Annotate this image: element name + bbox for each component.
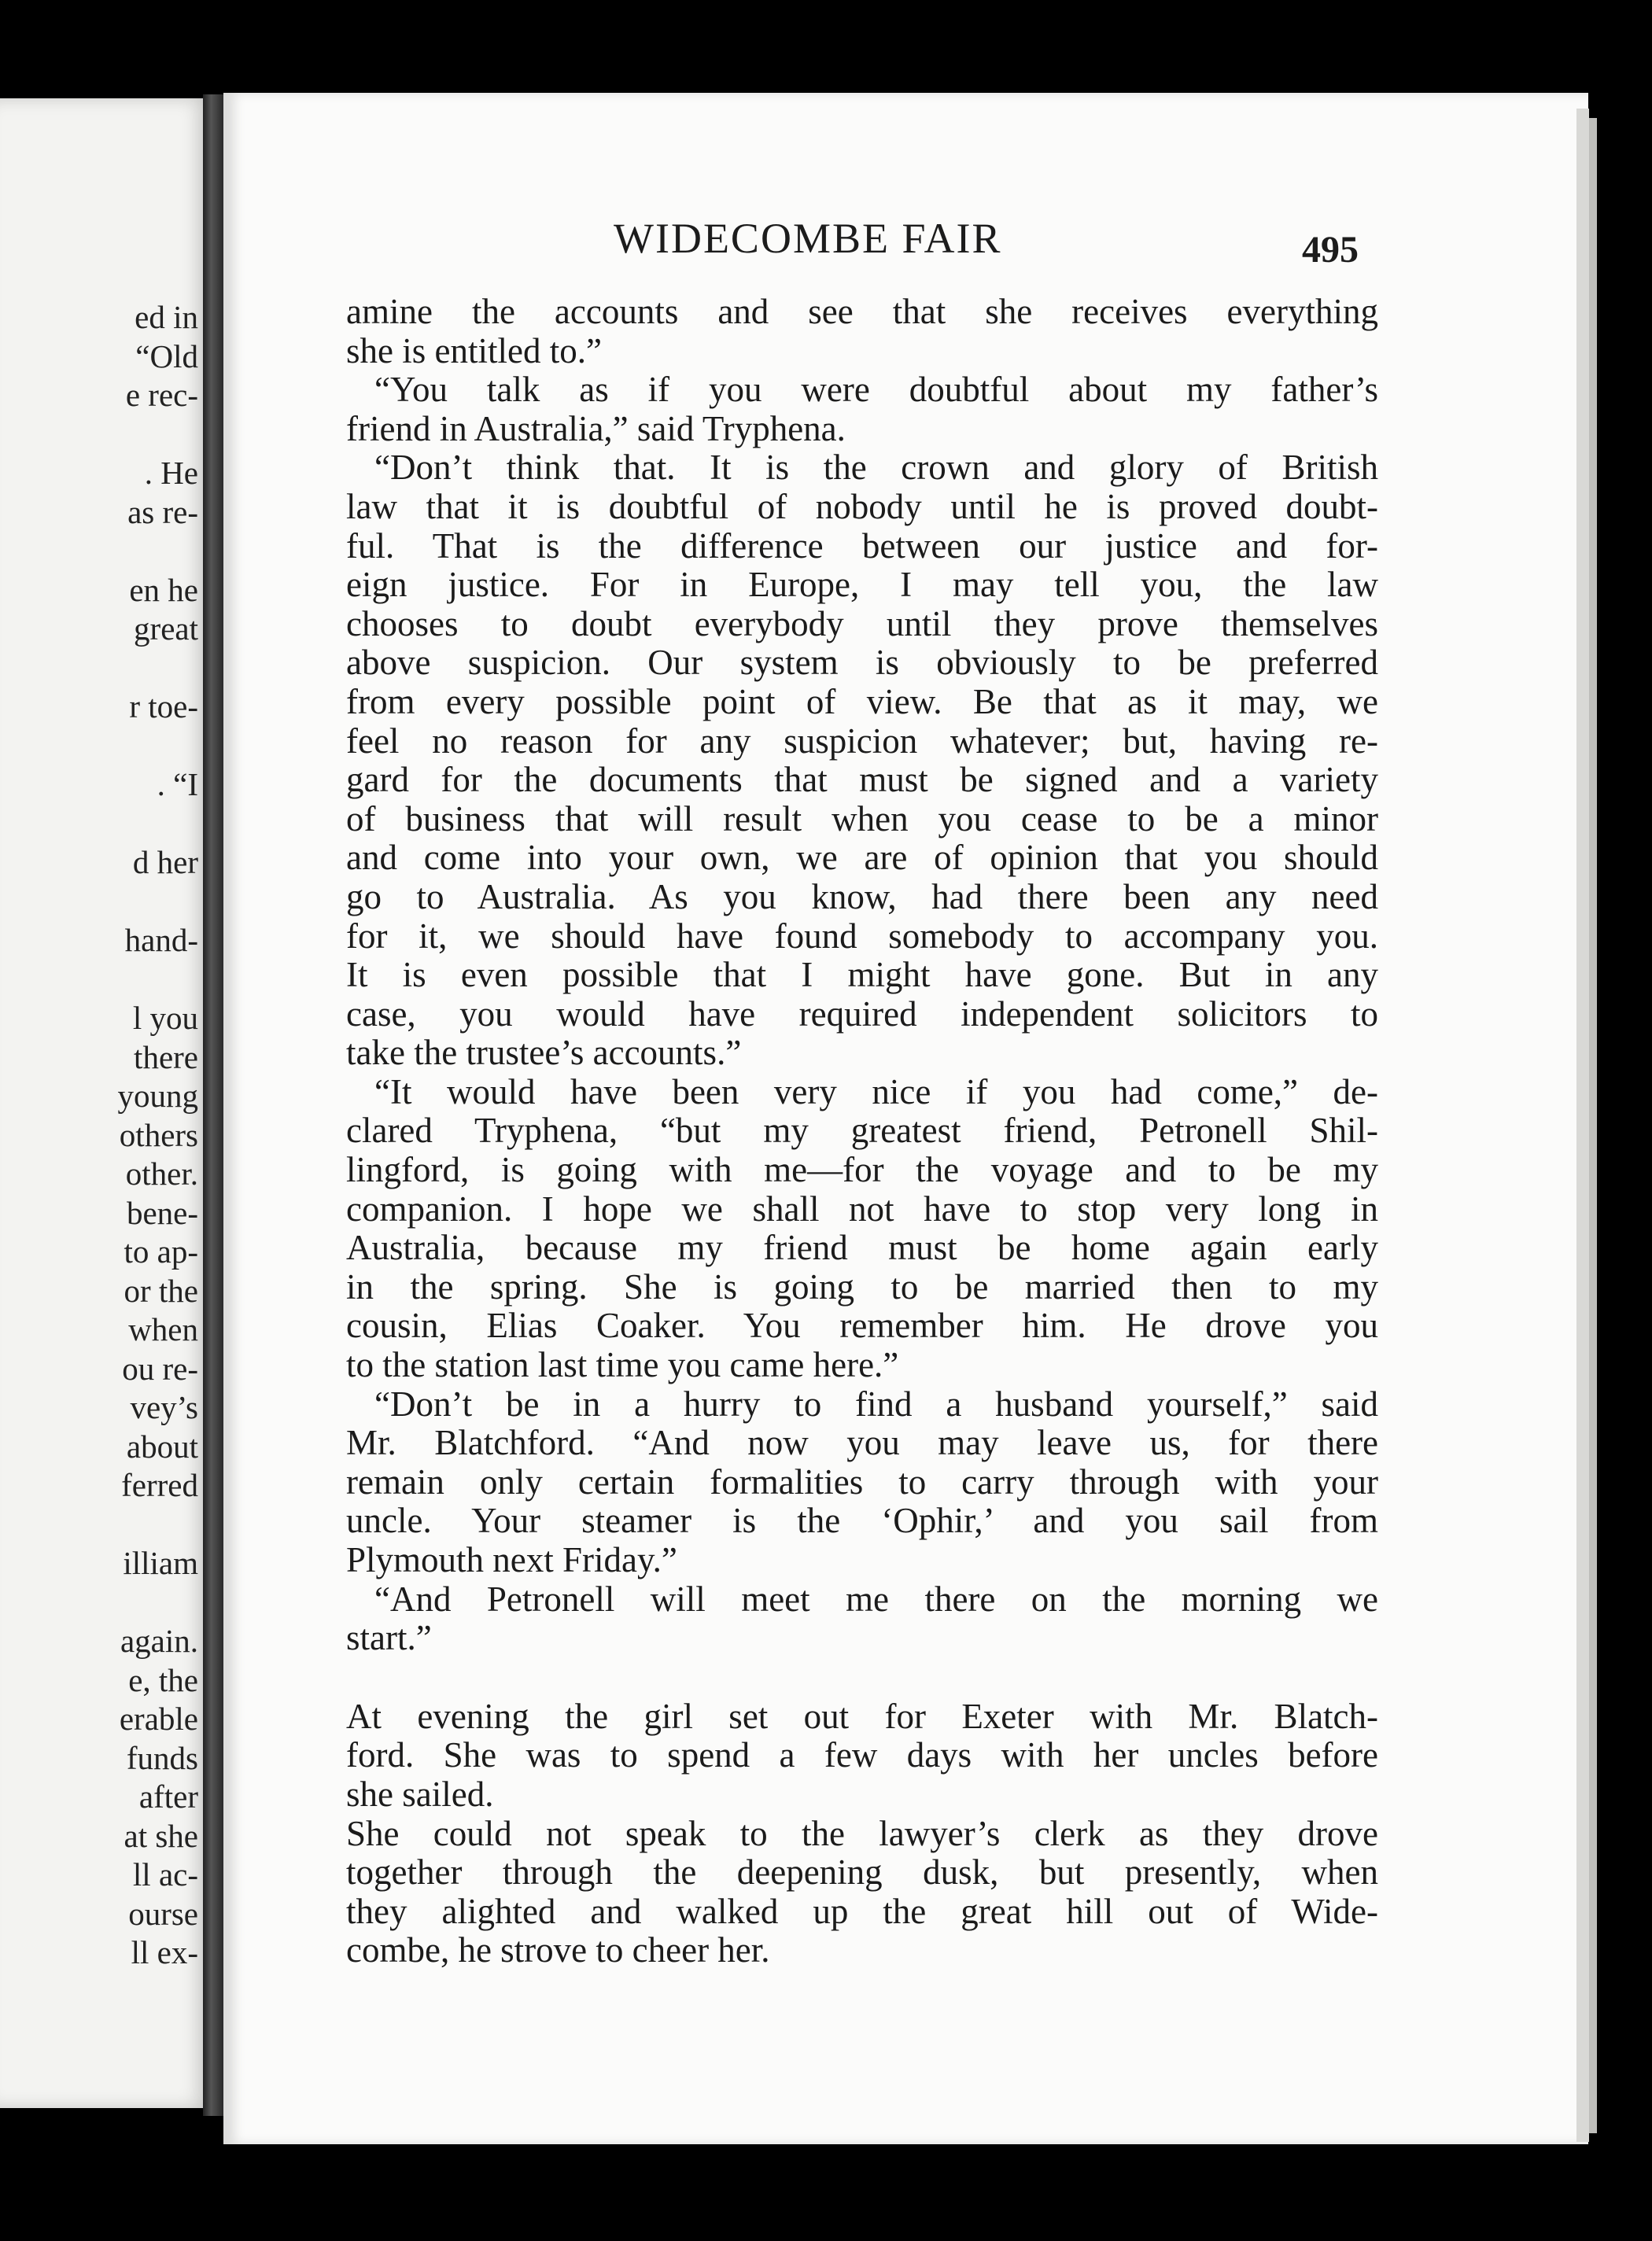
left-page-line: e, the bbox=[128, 1661, 198, 1698]
text-line: friend in Australia,” said Tryphena. bbox=[346, 408, 846, 448]
paragraph bbox=[346, 293, 1378, 370]
left-page-line: funds bbox=[126, 1739, 198, 1776]
text-line: ford. She was to spend a few days with her uncles before bbox=[346, 1735, 1378, 1775]
text-line: from every possible point of view. Be that as it may, we bbox=[346, 681, 1378, 721]
left-page-line: at she bbox=[124, 1817, 198, 1854]
left-page-line: when bbox=[128, 1311, 198, 1347]
left-page-line: e rec- bbox=[125, 377, 198, 413]
text-line: chooses to doubt everybody until they prove themselves bbox=[346, 603, 1378, 643]
paragraph bbox=[346, 1580, 1378, 1658]
left-page-line: or the bbox=[124, 1272, 198, 1309]
text-line: eign justice. For in Europe, I may tell you, the law bbox=[346, 565, 1378, 605]
text-line: “It would have been very nice if you had come,” de- bbox=[374, 1071, 1378, 1111]
text-line: law that it is doubtful of nobody until he is proved doubt- bbox=[346, 486, 1378, 526]
text-line: clared Tryphena, “but my greatest friend, Petronell Shil- bbox=[346, 1111, 1378, 1151]
left-page-line: . “I bbox=[157, 766, 198, 802]
paragraph bbox=[346, 1385, 1378, 1580]
text-line: companion. I hope we shall not have to stop very long in bbox=[346, 1189, 1378, 1229]
left-page-line: others bbox=[119, 1116, 198, 1153]
text-line: they alighted and walked up the great hill out of Wide- bbox=[346, 1891, 1378, 1931]
text-line: start.” bbox=[346, 1618, 432, 1658]
text-line: together through the deepening dusk, but presently, when bbox=[346, 1852, 1378, 1893]
left-page-line: as re- bbox=[127, 493, 198, 530]
page-edge bbox=[1589, 118, 1597, 2133]
text-line: uncle. Your steamer is the ‘Ophir,’ and you sail from bbox=[346, 1501, 1378, 1541]
left-page-line: ou re- bbox=[122, 1350, 198, 1387]
left-page-line: d her bbox=[132, 844, 198, 880]
text-line: Plymouth next Friday.” bbox=[346, 1540, 677, 1579]
left-page-line: l you bbox=[132, 1000, 198, 1036]
text-line: for it, we should have found somebody to accompany you. bbox=[346, 916, 1378, 956]
left-page-line: other. bbox=[125, 1156, 198, 1192]
body-text bbox=[346, 293, 1378, 1970]
paragraph bbox=[346, 448, 1378, 1073]
text-line: cousin, Elias Coaker. You remember him. He drove you bbox=[346, 1306, 1378, 1346]
left-page-line: about bbox=[126, 1428, 198, 1465]
page-edge bbox=[1576, 109, 1589, 2142]
left-page-line: ourse bbox=[128, 1895, 198, 1932]
text-line: Mr. Blatchford. “And now you may leave us, for there bbox=[346, 1423, 1378, 1463]
left-page-line: “Old bbox=[135, 337, 198, 374]
left-page-line: hand- bbox=[124, 922, 198, 958]
left-page-line: illiam bbox=[123, 1545, 198, 1581]
text-line: remain only certain formalities to carry through with your bbox=[346, 1461, 1378, 1502]
text-line: “Don’t think that. It is the crown and glory of British bbox=[374, 448, 1378, 488]
text-line: feel no reason for any suspicion whatever; but, having re- bbox=[346, 721, 1378, 761]
paragraph bbox=[346, 1697, 1378, 1815]
text-line: ful. That is the difference between our justice and for- bbox=[346, 525, 1378, 566]
left-page-fragment bbox=[0, 98, 212, 2108]
left-page-line: en he bbox=[129, 571, 198, 608]
text-line: “And Petronell will meet me there on the morning we bbox=[374, 1579, 1378, 1619]
book-gutter bbox=[203, 94, 223, 2116]
text-line: take the trustee’s accounts.” bbox=[346, 1033, 742, 1073]
text-line: case, you would have required independent solicitors to bbox=[346, 993, 1378, 1034]
left-page-line: after bbox=[138, 1778, 198, 1815]
text-line: she sailed. bbox=[346, 1774, 494, 1814]
text-line: “Don’t be in a hurry to find a husband yourself,” said bbox=[374, 1384, 1378, 1424]
text-line: At evening the girl set out for Exeter with Mr. Blatch- bbox=[346, 1696, 1378, 1736]
paragraph bbox=[346, 1815, 1378, 1970]
paragraph bbox=[346, 1073, 1378, 1385]
text-line: It is even possible that I might have gone. But in any bbox=[346, 955, 1378, 995]
running-head: WIDECOMBE FAIR bbox=[614, 215, 1002, 262]
left-page-line: there bbox=[134, 1038, 198, 1075]
text-line: gard for the documents that must be signed and a variety bbox=[346, 760, 1378, 800]
left-page-line: again. bbox=[120, 1623, 198, 1659]
left-page-line: vey’s bbox=[130, 1389, 198, 1425]
left-page-line: young bbox=[117, 1078, 198, 1114]
left-page-line: ll ac- bbox=[132, 1856, 198, 1893]
left-page-line: . He bbox=[144, 455, 198, 491]
left-page-line: great bbox=[134, 610, 198, 647]
left-page-line: bene- bbox=[126, 1194, 198, 1231]
section-break bbox=[346, 1658, 1378, 1697]
left-page-line: to ap- bbox=[124, 1233, 198, 1270]
paragraph bbox=[346, 370, 1378, 448]
page-number: 495 bbox=[1302, 229, 1359, 271]
text-line: and come into your own, we are of opinion that you should bbox=[346, 838, 1378, 878]
text-line: go to Australia. As you know, had there been any need bbox=[346, 876, 1378, 916]
left-page-line: ed in bbox=[135, 299, 198, 335]
left-page-line: ll ex- bbox=[131, 1934, 198, 1970]
left-page-line: r toe- bbox=[129, 688, 198, 724]
text-line: “You talk as if you were doubtful about my father’s bbox=[374, 370, 1378, 410]
text-line: Australia, because my friend must be home again early bbox=[346, 1228, 1378, 1268]
text-line: of business that will result when you cease to be a minor bbox=[346, 798, 1378, 839]
left-page-line: erable bbox=[119, 1701, 198, 1737]
left-page-line: ferred bbox=[121, 1467, 198, 1503]
text-line: above suspicion. Our system is obviously to be preferred bbox=[346, 643, 1378, 683]
text-line: she is entitled to.” bbox=[346, 330, 602, 370]
text-line: to the station last time you came here.” bbox=[346, 1345, 899, 1385]
text-line: combe, he strove to cheer her. bbox=[346, 1930, 770, 1970]
text-line: amine the accounts and see that she receives everything bbox=[346, 292, 1378, 331]
text-line: She could not speak to the lawyer’s clerk as they drove bbox=[346, 1813, 1378, 1853]
text-line: lingford, is going with me—for the voyage and to be my bbox=[346, 1150, 1378, 1190]
text-line: in the spring. She is going to be married then to my bbox=[346, 1266, 1378, 1307]
